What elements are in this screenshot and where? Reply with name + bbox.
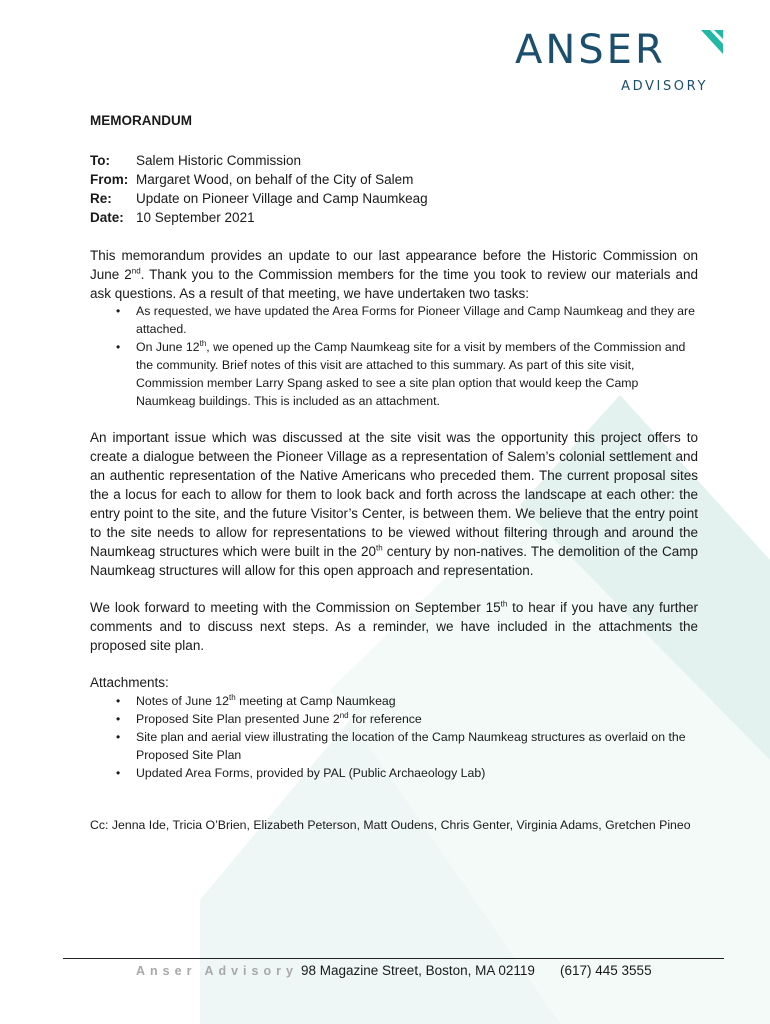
anser-advisory-logo <box>515 27 730 100</box>
header-label: Re: <box>90 191 112 206</box>
list-item: • On June 12th, we opened up the Camp Naumkeag site for a visit by members of the Commission and the community. Brief notes of this visit are attached to this summary. As part of this site visit, Commission member Larry Spang asked to see a site plan option that would keep the Camp Naumkeag buildings. This is included as an attachment. <box>90 338 698 410</box>
list-item: • Site plan and aerial view illustrating the location of the Camp Naumkeag structures as overlaid on the Proposed Site Plan <box>90 728 698 764</box>
task-list <box>90 302 698 410</box>
attachment-list <box>90 692 698 782</box>
memo-title: MEMORANDUM <box>90 113 192 128</box>
list-item: • Updated Area Forms, provided by PAL (Public Archaeology Lab) <box>90 764 698 782</box>
header-value: Update on Pioneer Village and Camp Naumkeag <box>136 191 428 206</box>
issue-paragraph: An important issue which was discussed at the site visit was the opportunity this project offers to create a dialogue between the Pioneer Village as a representation of Salem’s colonial settlement and an authentic representation of the Native Americans who preceded them. The current proposal sites the a locus for each to allow for them to look back and forth across the landscape at each other: the entry point to the site, and the future Visitor’s Center, is between them. We believe that the entry point to the site needs to allow for representations to be viewed without filtering through and around the Naumkeag structures which were built in the 20th century by non-natives. The demolition of the Camp Naumkeag structures will allow for this open approach and representation. <box>90 430 698 578</box>
footer-address: 98 Magazine Street, Boston, MA 02119 <box>301 963 535 978</box>
header-re <box>90 189 428 208</box>
footer-phone: (617) 445 3555 <box>560 963 652 978</box>
header-date <box>90 208 255 227</box>
header-label: To: <box>90 153 110 168</box>
footer-brand: Anser Advisory <box>136 964 298 978</box>
attachments-label: Attachments: <box>90 675 169 690</box>
header-label: Date: <box>90 210 124 225</box>
logo-wordmark: ANSER <box>515 27 666 73</box>
cc-line: Cc: Jenna Ide, Tricia O’Brien, Elizabeth Peterson, Matt Oudens, Chris Genter, Virginia Adams, Gretchen Pineo <box>90 818 691 832</box>
header-value: Margaret Wood, on behalf of the City of Salem <box>136 172 414 187</box>
header-label: From: <box>90 172 129 187</box>
header-value: Salem Historic Commission <box>136 153 302 168</box>
logo-chevron-icon <box>701 30 723 70</box>
logo-subtitle: ADVISORY <box>621 79 708 94</box>
list-item: • Proposed Site Plan presented June 2nd for reference <box>90 710 698 728</box>
closing-paragraph: We look forward to meeting with the Commission on September 15th to hear if you have any further comments and to discuss next steps. As a reminder, we have included in the attachments the proposed site plan. <box>90 599 699 653</box>
header-to <box>90 151 301 170</box>
list-item: • Notes of June 12th meeting at Camp Naumkeag <box>90 692 698 710</box>
list-item: • As requested, we have updated the Area Forms for Pioneer Village and Camp Naumkeag and they are attached. <box>90 302 698 338</box>
footer-divider <box>63 958 724 959</box>
header-value: 10 September 2021 <box>136 210 255 225</box>
header-from <box>90 170 413 189</box>
intro-paragraph: This memorandum provides an update to our last appearance before the Historic Commission on June 2nd. Thank you to the Commission members for the time you took to review our materials and ask questions. As a result of that meeting, we have undertaken two tasks: <box>90 248 698 301</box>
